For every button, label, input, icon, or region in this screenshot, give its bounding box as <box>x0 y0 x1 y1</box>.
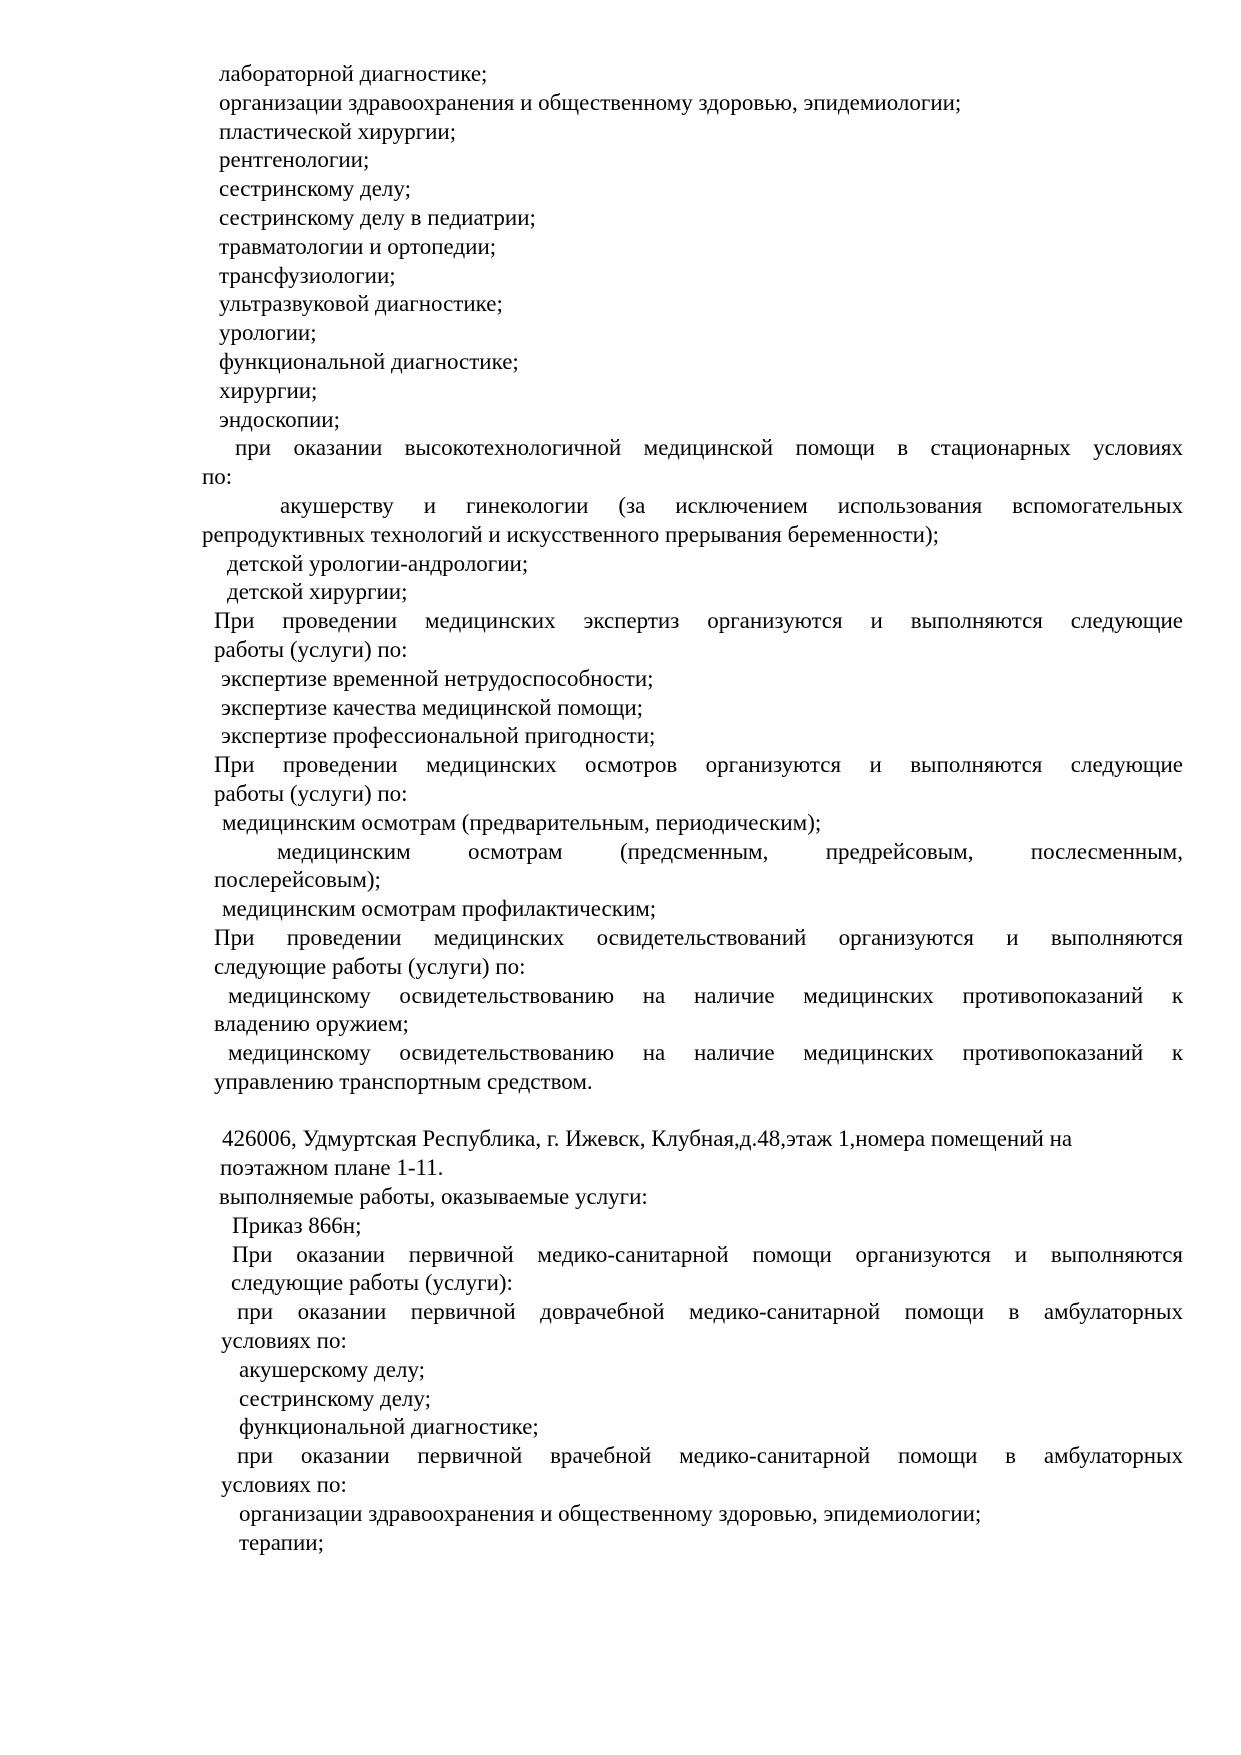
text-line: выполняемые работы, оказываемые услуги: <box>219 1184 648 1210</box>
text-line: детской хирургии; <box>227 579 408 605</box>
text-line: ультразвуковой диагностике; <box>219 291 503 317</box>
text-line: экспертизе профессиональной пригодности; <box>221 723 656 749</box>
text-line: организации здравоохранения и общественному здоровью, эпидемиологии; <box>239 1500 982 1526</box>
text-line: При проведении медицинских экспертиз организуются и выполняются следующие <box>214 608 1183 634</box>
text-line: медицинскому освидетельствованию на наличие медицинских противопоказаний к <box>228 982 1183 1008</box>
text-line: работы (услуги) по: <box>214 780 408 806</box>
text-line: условиях по: <box>221 1328 347 1354</box>
text-line: медицинским осмотрам профилактическим; <box>222 896 657 922</box>
text-line: акушерскому делу; <box>239 1356 426 1382</box>
text-line: функциональной диагностике; <box>219 348 519 374</box>
text-line: терапии; <box>239 1529 324 1555</box>
text-line: организации здравоохранения и общественному здоровью, эпидемиологии; <box>219 89 962 115</box>
text-line: управлению транспортным средством. <box>214 1068 593 1094</box>
text-line: травматологии и ортопедии; <box>219 233 497 259</box>
text-line: медицинскому освидетельствованию на наличие медицинских противопоказаний к <box>228 1040 1183 1066</box>
text-line: эндоскопии; <box>219 406 340 432</box>
text-line: владению оружием; <box>214 1011 409 1037</box>
text-line: При проведении медицинских осмотров организуются и выполняются следующие <box>214 752 1183 778</box>
text-line: следующие работы (услуги) по: <box>214 953 526 979</box>
text-line: при оказании первичной врачебной медико-санитарной помощи в амбулаторных <box>237 1443 1183 1469</box>
text-line: репродуктивных технологий и искусственного прерывания беременности); <box>202 521 940 547</box>
text-line: поэтажном плане 1-11. <box>220 1155 444 1181</box>
text-line: сестринскому делу в педиатрии; <box>219 204 536 230</box>
text-line: при оказании высокотехнологичной медицинской помощи в стационарных условиях <box>235 435 1183 461</box>
text-line: при оказании первичной доврачебной медико-санитарной помощи в амбулаторных <box>237 1299 1183 1325</box>
text-line: по: <box>202 464 233 490</box>
text-line: пластической хирургии; <box>219 118 457 144</box>
text-line: медицинским осмотрам (предварительным, периодическим); <box>222 809 822 835</box>
text-line: хирургии; <box>219 377 318 403</box>
text-line: трансфузиологии; <box>219 262 396 288</box>
text-line: При оказании первичной медико-санитарной помощи организуются и выполняются <box>232 1241 1183 1267</box>
text-line: следующие работы (услуги): <box>231 1270 513 1296</box>
text-line: урологии; <box>219 320 317 346</box>
text-line: акушерству и гинекологии (за исключением использования вспомогательных <box>280 492 1183 518</box>
text-line: 426006, Удмуртская Республика, г. Ижевск, Клубная,д.48,этаж 1,номера помещений на <box>222 1126 1073 1152</box>
text-line: экспертизе временной нетрудоспособности; <box>221 665 654 691</box>
text-line: лабораторной диагностике; <box>219 61 488 86</box>
text-line: медицинским осмотрам (предсменным, предрейсовым, послесменным, <box>277 838 1183 864</box>
text-line: экспертизе качества медицинской помощи; <box>221 694 644 720</box>
text-line: рентгенологии; <box>219 147 370 173</box>
text-line: сестринскому делу; <box>219 176 411 202</box>
text-line: послерейсовым); <box>214 867 381 893</box>
text-line: При проведении медицинских освидетельствований организуются и выполняются <box>214 924 1183 950</box>
text-line: функциональной диагностике; <box>239 1414 539 1440</box>
text-line: работы (услуги) по: <box>214 636 408 662</box>
text-line: Приказ 866н; <box>232 1212 362 1238</box>
text-line: условиях по: <box>221 1472 347 1498</box>
text-line: сестринскому делу; <box>239 1385 431 1411</box>
text-line: детской урологии-андрологии; <box>227 550 529 576</box>
